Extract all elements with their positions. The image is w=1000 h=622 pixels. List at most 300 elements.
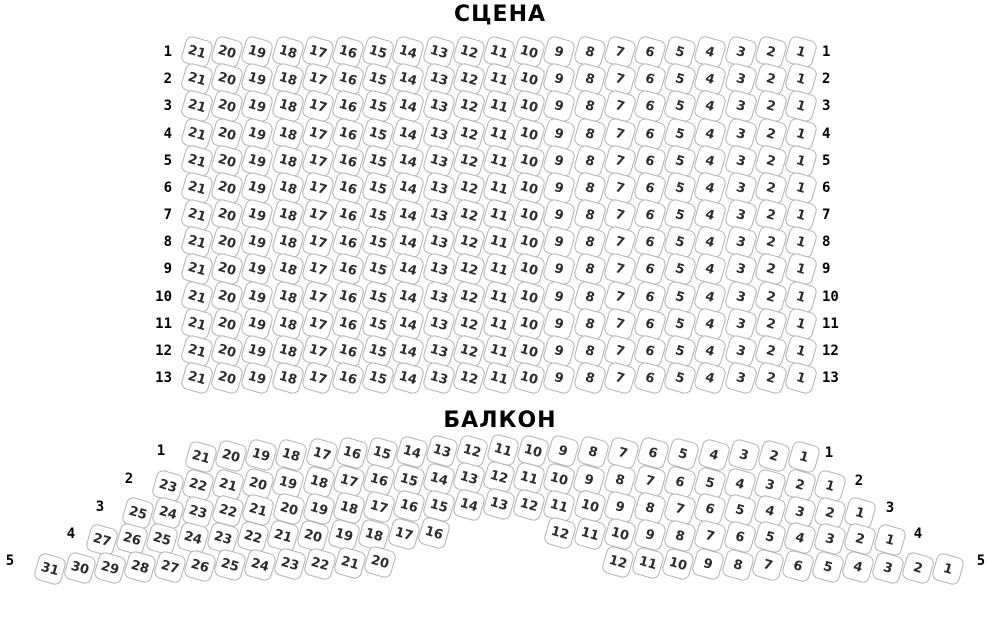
seat[interactable]: 14	[395, 435, 430, 470]
seat[interactable]: 8	[572, 35, 607, 70]
seat[interactable]: 8	[572, 171, 607, 206]
seat[interactable]: 2	[901, 551, 936, 586]
seat[interactable]: 4	[693, 171, 728, 206]
seat[interactable]: 1	[813, 469, 848, 504]
seat[interactable]: 12	[451, 35, 486, 70]
seat[interactable]: 18	[270, 252, 305, 287]
seat[interactable]: 24	[243, 547, 278, 582]
seat[interactable]: 19	[326, 518, 361, 553]
seat[interactable]: 25	[213, 548, 248, 583]
seat[interactable]: 3	[723, 35, 758, 70]
seat[interactable]: 14	[391, 116, 426, 151]
seat[interactable]: 3	[753, 467, 788, 502]
seat[interactable]: 19	[240, 171, 275, 206]
seat[interactable]: 9	[542, 143, 577, 178]
seat[interactable]: 12	[451, 62, 486, 97]
seat[interactable]: 6	[633, 252, 668, 287]
seat[interactable]: 13	[421, 62, 456, 97]
seat[interactable]: 18	[270, 198, 305, 233]
seat[interactable]: 11	[482, 198, 517, 233]
seat[interactable]: 8	[576, 435, 611, 470]
seat[interactable]: 14	[452, 487, 487, 522]
seat[interactable]: 12	[451, 171, 486, 206]
seat[interactable]: 2	[753, 279, 788, 314]
seat[interactable]: 3	[783, 494, 818, 529]
seat[interactable]: 31	[33, 552, 68, 587]
seat[interactable]: 19	[240, 143, 275, 178]
seat[interactable]: 2	[753, 89, 788, 124]
seat[interactable]: 4	[696, 437, 731, 472]
seat[interactable]: 8	[721, 547, 756, 582]
seat[interactable]: 9	[691, 547, 726, 582]
seat[interactable]: 18	[270, 279, 305, 314]
seat[interactable]: 14	[391, 89, 426, 124]
seat[interactable]: 18	[274, 437, 309, 472]
seat[interactable]: 3	[723, 252, 758, 287]
seat[interactable]: 15	[391, 462, 426, 497]
seat[interactable]: 7	[602, 116, 637, 151]
seat[interactable]: 3	[726, 438, 761, 473]
seat[interactable]: 10	[603, 517, 638, 552]
seat[interactable]: 18	[270, 306, 305, 341]
seat[interactable]: 27	[153, 549, 188, 584]
seat[interactable]: 8	[632, 491, 667, 526]
seat[interactable]: 13	[421, 252, 456, 287]
seat[interactable]: 1	[784, 279, 819, 314]
seat[interactable]: 11	[482, 252, 517, 287]
seat[interactable]: 28	[123, 550, 158, 585]
seat[interactable]: 4	[693, 279, 728, 314]
seat[interactable]: 17	[300, 116, 335, 151]
seat[interactable]: 10	[512, 35, 547, 70]
seat[interactable]: 5	[666, 437, 701, 472]
seat[interactable]: 20	[210, 89, 245, 124]
seat[interactable]: 21	[184, 439, 219, 474]
seat[interactable]: 2	[753, 143, 788, 178]
seat[interactable]: 15	[361, 225, 396, 260]
seat[interactable]: 1	[784, 143, 819, 178]
seat[interactable]: 25	[145, 521, 180, 556]
seat[interactable]: 12	[451, 89, 486, 124]
seat[interactable]: 3	[723, 334, 758, 369]
seat[interactable]: 15	[361, 89, 396, 124]
seat[interactable]: 8	[572, 225, 607, 260]
seat[interactable]: 25	[121, 496, 156, 531]
seat[interactable]: 10	[512, 89, 547, 124]
seat[interactable]: 12	[601, 545, 636, 580]
seat[interactable]: 9	[542, 171, 577, 206]
seat[interactable]: 19	[240, 361, 275, 396]
seat[interactable]: 10	[572, 489, 607, 524]
seat[interactable]: 21	[180, 116, 215, 151]
seat[interactable]: 3	[723, 306, 758, 341]
seat[interactable]: 11	[482, 334, 517, 369]
seat[interactable]: 20	[241, 466, 276, 501]
seat[interactable]: 6	[633, 62, 668, 97]
seat[interactable]: 21	[180, 225, 215, 260]
seat[interactable]: 5	[663, 171, 698, 206]
seat[interactable]: 20	[210, 306, 245, 341]
seat[interactable]: 13	[421, 143, 456, 178]
seat[interactable]: 11	[485, 433, 520, 468]
seat[interactable]: 12	[482, 460, 517, 495]
seat[interactable]: 17	[361, 490, 396, 525]
seat[interactable]: 20	[210, 62, 245, 97]
seat[interactable]: 15	[422, 488, 457, 523]
seat[interactable]: 10	[512, 116, 547, 151]
seat[interactable]: 15	[361, 116, 396, 151]
seat[interactable]: 9	[542, 279, 577, 314]
seat[interactable]: 6	[633, 89, 668, 124]
seat[interactable]: 2	[753, 171, 788, 206]
seat[interactable]: 21	[180, 361, 215, 396]
seat[interactable]: 16	[331, 89, 366, 124]
seat[interactable]: 15	[361, 334, 396, 369]
seat[interactable]: 7	[606, 435, 641, 470]
seat[interactable]: 9	[542, 252, 577, 287]
seat[interactable]: 18	[270, 62, 305, 97]
seat[interactable]: 10	[512, 62, 547, 97]
seat[interactable]: 6	[723, 519, 758, 554]
seat[interactable]: 5	[663, 35, 698, 70]
seat[interactable]: 5	[663, 334, 698, 369]
seat[interactable]: 17	[300, 198, 335, 233]
seat[interactable]: 17	[387, 517, 422, 552]
seat[interactable]: 7	[632, 464, 667, 499]
seat[interactable]: 5	[663, 89, 698, 124]
seat[interactable]: 7	[602, 225, 637, 260]
seat[interactable]: 19	[240, 35, 275, 70]
seat[interactable]: 5	[663, 116, 698, 151]
seat[interactable]: 5	[663, 198, 698, 233]
seat[interactable]: 4	[693, 252, 728, 287]
seat[interactable]: 9	[542, 361, 577, 396]
seat[interactable]: 21	[180, 252, 215, 287]
seat[interactable]: 20	[210, 225, 245, 260]
seat[interactable]: 6	[633, 116, 668, 151]
seat[interactable]: 23	[273, 547, 308, 582]
seat[interactable]: 30	[63, 551, 98, 586]
seat[interactable]: 19	[240, 225, 275, 260]
seat[interactable]: 19	[240, 279, 275, 314]
seat[interactable]: 14	[422, 461, 457, 496]
seat[interactable]: 9	[542, 89, 577, 124]
seat[interactable]: 6	[633, 198, 668, 233]
seat[interactable]: 12	[451, 252, 486, 287]
seat[interactable]: 13	[421, 116, 456, 151]
seat[interactable]: 22	[236, 520, 271, 555]
seat[interactable]: 1	[784, 171, 819, 206]
seat[interactable]: 13	[421, 306, 456, 341]
seat[interactable]: 19	[240, 198, 275, 233]
seat[interactable]: 7	[602, 279, 637, 314]
seat[interactable]: 19	[240, 306, 275, 341]
seat[interactable]: 17	[300, 35, 335, 70]
seat[interactable]: 17	[300, 89, 335, 124]
seat[interactable]: 8	[572, 306, 607, 341]
seat[interactable]: 7	[602, 306, 637, 341]
seat[interactable]: 6	[781, 549, 816, 584]
seat[interactable]: 13	[421, 334, 456, 369]
seat[interactable]: 18	[270, 361, 305, 396]
seat[interactable]: 9	[572, 462, 607, 497]
seat[interactable]: 10	[512, 334, 547, 369]
seat[interactable]: 12	[455, 433, 490, 468]
seat[interactable]: 6	[633, 225, 668, 260]
seat[interactable]: 29	[93, 550, 128, 585]
seat[interactable]: 21	[266, 519, 301, 554]
seat[interactable]: 1	[784, 116, 819, 151]
seat[interactable]: 16	[417, 516, 452, 551]
seat[interactable]: 20	[363, 545, 398, 580]
seat[interactable]: 1	[784, 62, 819, 97]
seat[interactable]: 4	[693, 35, 728, 70]
seat[interactable]: 2	[783, 468, 818, 503]
seat[interactable]: 20	[214, 439, 249, 474]
seat[interactable]: 12	[451, 225, 486, 260]
seat[interactable]: 3	[723, 116, 758, 151]
seat[interactable]: 20	[210, 252, 245, 287]
seat[interactable]: 2	[843, 522, 878, 557]
seat[interactable]: 4	[753, 494, 788, 529]
seat[interactable]: 18	[270, 334, 305, 369]
seat[interactable]: 1	[784, 198, 819, 233]
seat[interactable]: 11	[482, 361, 517, 396]
seat[interactable]: 21	[180, 62, 215, 97]
seat[interactable]: 2	[757, 439, 792, 474]
seat[interactable]: 2	[753, 35, 788, 70]
seat[interactable]: 14	[391, 35, 426, 70]
seat[interactable]: 8	[572, 252, 607, 287]
seat[interactable]: 23	[205, 520, 240, 555]
seat[interactable]: 13	[421, 35, 456, 70]
seat[interactable]: 2	[753, 361, 788, 396]
seat[interactable]: 11	[482, 143, 517, 178]
seat[interactable]: 21	[333, 546, 368, 581]
seat[interactable]: 6	[633, 279, 668, 314]
seat[interactable]: 20	[271, 492, 306, 527]
seat[interactable]: 5	[663, 361, 698, 396]
seat[interactable]: 17	[300, 361, 335, 396]
seat[interactable]: 12	[451, 334, 486, 369]
seat[interactable]: 2	[753, 334, 788, 369]
seat[interactable]: 12	[451, 143, 486, 178]
seat[interactable]: 10	[661, 546, 696, 581]
seat[interactable]: 14	[391, 62, 426, 97]
seat[interactable]: 1	[787, 439, 822, 474]
seat[interactable]: 11	[631, 546, 666, 581]
seat[interactable]: 3	[723, 143, 758, 178]
seat[interactable]: 1	[843, 496, 878, 531]
seat[interactable]: 9	[633, 518, 668, 553]
seat[interactable]: 4	[693, 334, 728, 369]
seat[interactable]: 5	[663, 143, 698, 178]
seat[interactable]: 8	[572, 89, 607, 124]
seat[interactable]: 16	[331, 225, 366, 260]
seat[interactable]: 18	[270, 143, 305, 178]
seat[interactable]: 9	[542, 198, 577, 233]
seat[interactable]: 22	[303, 546, 338, 581]
seat[interactable]: 8	[572, 279, 607, 314]
seat[interactable]: 10	[512, 225, 547, 260]
seat[interactable]: 21	[180, 89, 215, 124]
seat[interactable]: 3	[723, 279, 758, 314]
seat[interactable]: 10	[512, 198, 547, 233]
seat[interactable]: 18	[270, 35, 305, 70]
seat[interactable]: 12	[512, 487, 547, 522]
seat[interactable]: 9	[545, 434, 580, 469]
seat[interactable]: 4	[723, 466, 758, 501]
seat[interactable]: 11	[482, 225, 517, 260]
seat[interactable]: 5	[811, 549, 846, 584]
seat[interactable]: 16	[331, 334, 366, 369]
seat[interactable]: 2	[813, 495, 848, 530]
seat[interactable]: 15	[361, 306, 396, 341]
seat[interactable]: 16	[331, 252, 366, 287]
seat[interactable]: 4	[693, 143, 728, 178]
seat[interactable]: 17	[300, 306, 335, 341]
seat[interactable]: 13	[421, 361, 456, 396]
seat[interactable]: 7	[662, 491, 697, 526]
seat[interactable]: 11	[512, 460, 547, 495]
seat[interactable]: 21	[211, 467, 246, 502]
seat[interactable]: 17	[331, 464, 366, 499]
seat[interactable]: 17	[300, 225, 335, 260]
seat[interactable]: 21	[180, 143, 215, 178]
seat[interactable]: 20	[296, 518, 331, 553]
seat[interactable]: 14	[391, 198, 426, 233]
seat[interactable]: 21	[180, 279, 215, 314]
seat[interactable]: 3	[813, 521, 848, 556]
seat[interactable]: 6	[633, 334, 668, 369]
seat[interactable]: 12	[451, 361, 486, 396]
seat[interactable]: 6	[633, 35, 668, 70]
seat[interactable]: 15	[361, 198, 396, 233]
seat[interactable]: 9	[542, 306, 577, 341]
seat[interactable]: 7	[602, 252, 637, 287]
seat[interactable]: 14	[391, 361, 426, 396]
seat[interactable]: 14	[391, 279, 426, 314]
seat[interactable]: 9	[542, 35, 577, 70]
seat[interactable]: 11	[482, 116, 517, 151]
seat[interactable]: 19	[240, 116, 275, 151]
seat[interactable]: 18	[301, 465, 336, 500]
seat[interactable]: 14	[391, 143, 426, 178]
seat[interactable]: 16	[361, 463, 396, 498]
seat[interactable]: 22	[211, 494, 246, 529]
seat[interactable]: 19	[240, 62, 275, 97]
seat[interactable]: 8	[572, 143, 607, 178]
seat[interactable]: 21	[180, 198, 215, 233]
seat[interactable]: 2	[753, 306, 788, 341]
seat[interactable]: 1	[784, 252, 819, 287]
seat[interactable]: 26	[183, 549, 218, 584]
seat[interactable]: 10	[512, 306, 547, 341]
seat[interactable]: 22	[181, 468, 216, 503]
seat[interactable]: 16	[392, 489, 427, 524]
seat[interactable]: 14	[391, 171, 426, 206]
seat[interactable]: 15	[361, 279, 396, 314]
seat[interactable]: 5	[692, 466, 727, 501]
seat[interactable]: 17	[300, 143, 335, 178]
seat[interactable]: 15	[365, 435, 400, 470]
seat[interactable]: 6	[633, 361, 668, 396]
seat[interactable]: 13	[421, 89, 456, 124]
seat[interactable]: 20	[210, 35, 245, 70]
seat[interactable]: 15	[361, 143, 396, 178]
seat[interactable]: 12	[451, 198, 486, 233]
seat[interactable]: 2	[753, 116, 788, 151]
seat[interactable]: 11	[482, 89, 517, 124]
seat[interactable]: 6	[633, 306, 668, 341]
seat[interactable]: 20	[210, 143, 245, 178]
seat[interactable]: 12	[543, 516, 578, 551]
seat[interactable]: 4	[693, 361, 728, 396]
seat[interactable]: 13	[421, 171, 456, 206]
seat[interactable]: 20	[210, 198, 245, 233]
seat[interactable]: 10	[515, 433, 550, 468]
seat[interactable]: 9	[602, 490, 637, 525]
seat[interactable]: 8	[572, 361, 607, 396]
seat[interactable]: 16	[331, 116, 366, 151]
seat[interactable]: 5	[753, 520, 788, 555]
seat[interactable]: 16	[331, 198, 366, 233]
seat[interactable]: 4	[693, 306, 728, 341]
seat[interactable]: 8	[572, 116, 607, 151]
seat[interactable]: 18	[270, 171, 305, 206]
seat[interactable]: 18	[270, 89, 305, 124]
seat[interactable]: 26	[115, 522, 150, 557]
seat[interactable]: 5	[663, 225, 698, 260]
seat[interactable]: 5	[663, 306, 698, 341]
seat[interactable]: 21	[241, 493, 276, 528]
seat[interactable]: 11	[482, 35, 517, 70]
seat[interactable]: 15	[361, 35, 396, 70]
seat[interactable]: 7	[602, 35, 637, 70]
seat[interactable]: 15	[361, 62, 396, 97]
seat[interactable]: 16	[331, 171, 366, 206]
seat[interactable]: 19	[240, 89, 275, 124]
seat[interactable]: 13	[482, 487, 517, 522]
seat[interactable]: 18	[356, 517, 391, 552]
seat[interactable]: 8	[572, 62, 607, 97]
seat[interactable]: 11	[482, 306, 517, 341]
seat[interactable]: 1	[784, 306, 819, 341]
seat[interactable]: 4	[693, 62, 728, 97]
seat[interactable]: 16	[331, 279, 366, 314]
seat[interactable]: 17	[300, 171, 335, 206]
seat[interactable]: 12	[451, 306, 486, 341]
seat[interactable]: 6	[633, 143, 668, 178]
seat[interactable]: 1	[784, 35, 819, 70]
seat[interactable]: 8	[572, 198, 607, 233]
seat[interactable]: 4	[783, 521, 818, 556]
seat[interactable]: 18	[331, 491, 366, 526]
seat[interactable]: 23	[181, 495, 216, 530]
seat[interactable]: 1	[873, 522, 908, 557]
seat[interactable]: 20	[210, 116, 245, 151]
seat[interactable]: 17	[300, 252, 335, 287]
seat[interactable]: 8	[663, 518, 698, 553]
seat[interactable]: 6	[693, 492, 728, 527]
seat[interactable]: 16	[334, 436, 369, 471]
seat[interactable]: 1	[784, 361, 819, 396]
seat[interactable]: 13	[421, 225, 456, 260]
seat[interactable]: 8	[572, 334, 607, 369]
seat[interactable]: 7	[602, 143, 637, 178]
seat[interactable]: 17	[304, 437, 339, 472]
seat[interactable]: 6	[636, 436, 671, 471]
